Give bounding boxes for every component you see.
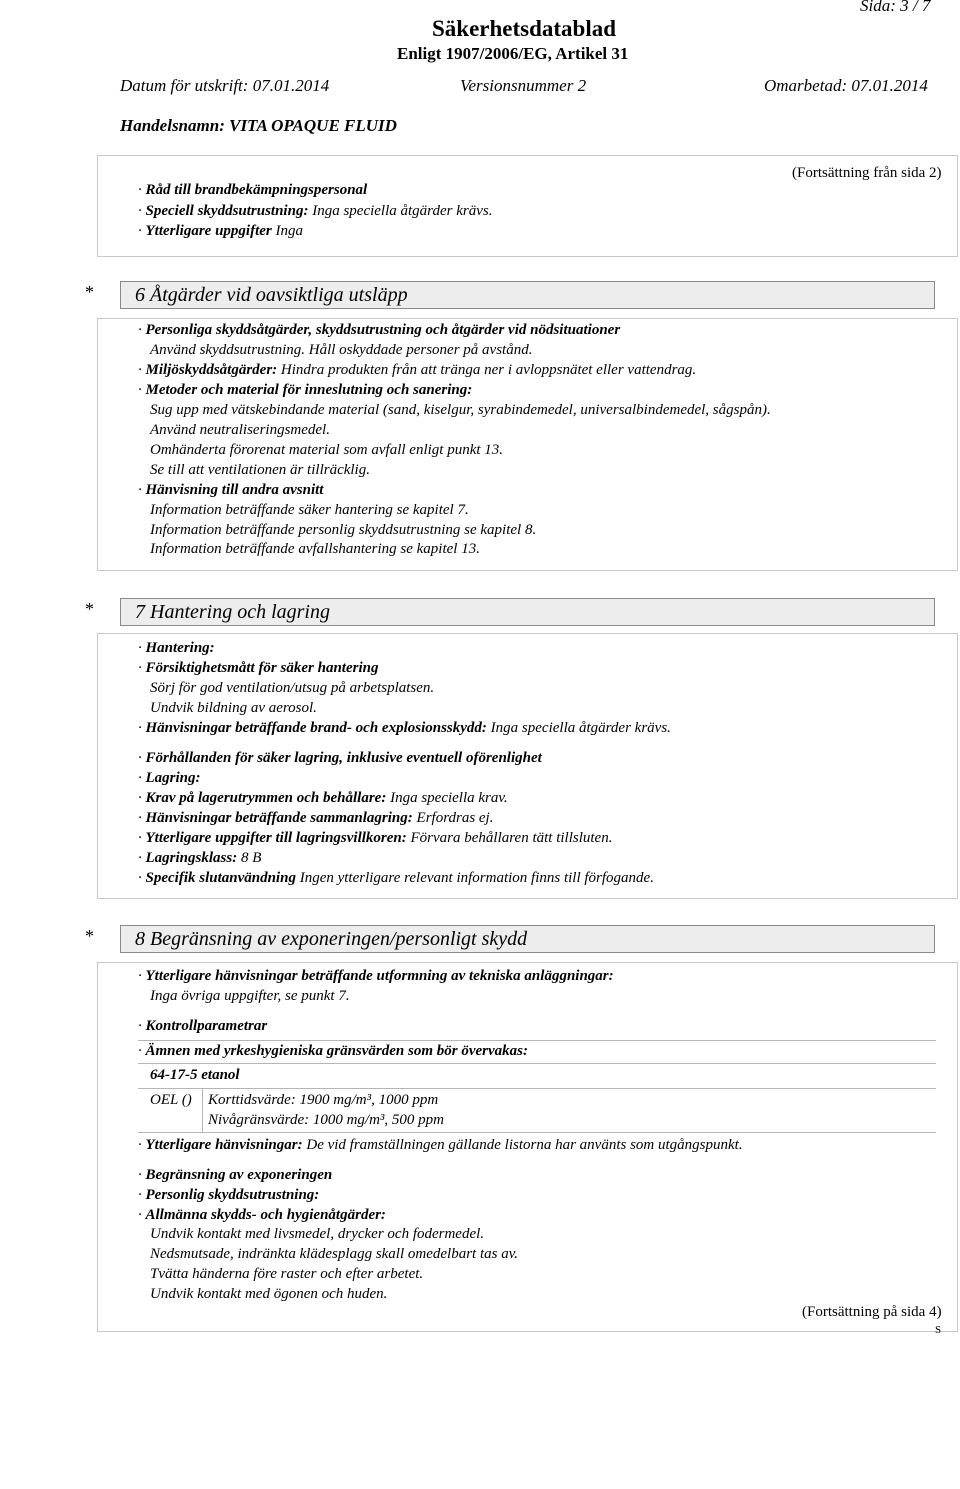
specific-end-use: · Specifik slutanvändning Ingen ytterligare relevant information finns till förfogande. [138, 870, 654, 886]
storage-further-info: · Ytterligare uppgifter till lagringsvillkoren: Förvara behållaren tätt tillsluten. [138, 830, 613, 846]
table-bottom-border [138, 1132, 936, 1133]
safe-handling-text-1: Sörj för god ventilation/utsug på arbetsplatsen. [150, 680, 435, 696]
version-number: Versionsnummer 2 [460, 76, 587, 95]
containment-text-2: Använd neutraliseringsmedel. [150, 422, 330, 438]
exposure-controls-label: · Begränsning av exponeringen [138, 1167, 333, 1183]
further-references: · Ytterligare hänvisningar: De vid framställningen gällande listorna har använts som utgångspunkt. [138, 1137, 743, 1153]
oel-label: OEL () [150, 1092, 192, 1108]
personal-precautions-text: Använd skyddsutrustning. Håll oskyddade personer på avstånd. [150, 342, 533, 358]
joint-storage: · Hänvisningar beträffande sammanlagring: Erfordras ej. [138, 810, 494, 826]
trade-name: Handelsnamn: VITA OPAQUE FLUID [120, 116, 397, 135]
hygiene-text-1: Undvik kontakt med livsmedel, drycker och fodermedel. [150, 1226, 485, 1242]
section6-heading: 6 Åtgärder vid oavsiktliga utsläpp [120, 281, 935, 309]
safe-handling-label: · Försiktighetsmått för säker hantering [138, 660, 379, 676]
footer-mark: S [935, 1324, 942, 1336]
oel-short-term: Korttidsvärde: 1900 mg/m³, 1000 ppm [208, 1092, 439, 1108]
section8-change-marker: * [85, 926, 94, 946]
section7-heading: 7 Hantering och lagring [120, 598, 935, 626]
ppe-label: · Personlig skyddsutrustning: [138, 1187, 320, 1203]
additional-info: · Ytterligare uppgifter Inga [138, 223, 303, 239]
document-subtitle: Enligt 1907/2006/EG, Artikel 31 [397, 44, 629, 63]
table-top-border [138, 1040, 936, 1041]
environmental-precautions: · Miljöskyddsåtgärder: Hindra produkten från att tränga ner i avloppsnätet eller vattendrag. [138, 362, 697, 378]
continued-from: (Fortsättning från sida 2) [792, 165, 942, 181]
fire-protection: · Hänvisningar beträffande brand- och explosionsskydd: Inga speciella åtgärder krävs. [138, 720, 671, 736]
revised-date: Omarbetad: 07.01.2014 [764, 76, 928, 95]
reference-text-1: Information beträffande säker hantering se kapitel 7. [150, 502, 469, 518]
hygiene-measures-label: · Allmänna skydds- och hygienåtgärder: [138, 1207, 386, 1223]
print-date: Datum för utskrift: 07.01.2014 [120, 76, 330, 95]
continued-to: (Fortsättning på sida 4) [802, 1304, 942, 1320]
section7-change-marker: * [85, 599, 94, 619]
containment-text-3: Omhänderta förorenat material som avfall enligt punkt 13. [150, 442, 504, 458]
section6-change-marker: * [85, 282, 94, 302]
containment-methods-label: · Metoder och material för inneslutning och sanering: [138, 382, 473, 398]
reference-text-3: Information beträffande avfallshantering se kapitel 13. [150, 541, 480, 557]
special-equipment: · Speciell skyddsutrustning: Inga speciella åtgärder krävs. [138, 203, 493, 219]
storage-label: · Lagring: [138, 770, 201, 786]
hygiene-text-3: Tvätta händerna före raster och efter arbetet. [150, 1266, 424, 1282]
engineering-design-label: · Ytterligare hänvisningar beträffande utformning av tekniska anläggningar: [138, 968, 614, 984]
safe-handling-text-2: Undvik bildning av aerosol. [150, 700, 317, 716]
page-number: Sida: 3 / 7 [860, 0, 931, 15]
storage-class: · Lagringsklass: 8 B [138, 850, 262, 866]
control-parameters-label: · Kontrollparametrar [138, 1018, 268, 1034]
substance-name: 64-17-5 etanol [150, 1067, 240, 1083]
containment-text-1: Sug upp med vätskebindande material (sand, kiselgur, syrabindemedel, universalbindemedel, sågspån). [150, 402, 771, 418]
hygiene-text-4: Undvik kontakt med ögonen och huden. [150, 1286, 388, 1302]
engineering-design-text: Inga övriga uppgifter, se punkt 7. [150, 988, 350, 1004]
table-divider-1 [138, 1063, 936, 1064]
firefighter-advice: · Råd till brandbekämpningspersonal [138, 182, 368, 198]
document-title: Säkerhetsdatablad [432, 16, 617, 41]
section8-heading: 8 Begränsning av exponeringen/personligt skydd [120, 925, 935, 953]
handling-label: · Hantering: [138, 640, 215, 656]
reference-text-2: Information beträffande personlig skyddsutrustning se kapitel 8. [150, 522, 537, 538]
storage-conditions-label: · Förhållanden för säker lagring, inklusive eventuell oförenlighet [138, 750, 542, 766]
hygiene-text-2: Nedsmutsade, indränkta klädesplagg skall omedelbart tas av. [150, 1246, 519, 1262]
storage-requirements: · Krav på lagerutrymmen och behållare: Inga speciella krav. [138, 790, 508, 806]
personal-precautions-label: · Personliga skyddsåtgärder, skyddsutrustning och åtgärder vid nödsituationer [138, 322, 621, 338]
oel-long-term: Nivågränsvärde: 1000 mg/m³, 500 ppm [208, 1112, 445, 1128]
table-divider-2 [138, 1088, 936, 1089]
table-column-divider [202, 1089, 203, 1132]
reference-sections-label: · Hänvisning till andra avsnitt [138, 482, 324, 498]
containment-text-4: Se till att ventilationen är tillräcklig. [150, 462, 370, 478]
monitored-substances-label: · Ämnen med yrkeshygieniska gränsvärden som bör övervakas: [138, 1043, 528, 1059]
